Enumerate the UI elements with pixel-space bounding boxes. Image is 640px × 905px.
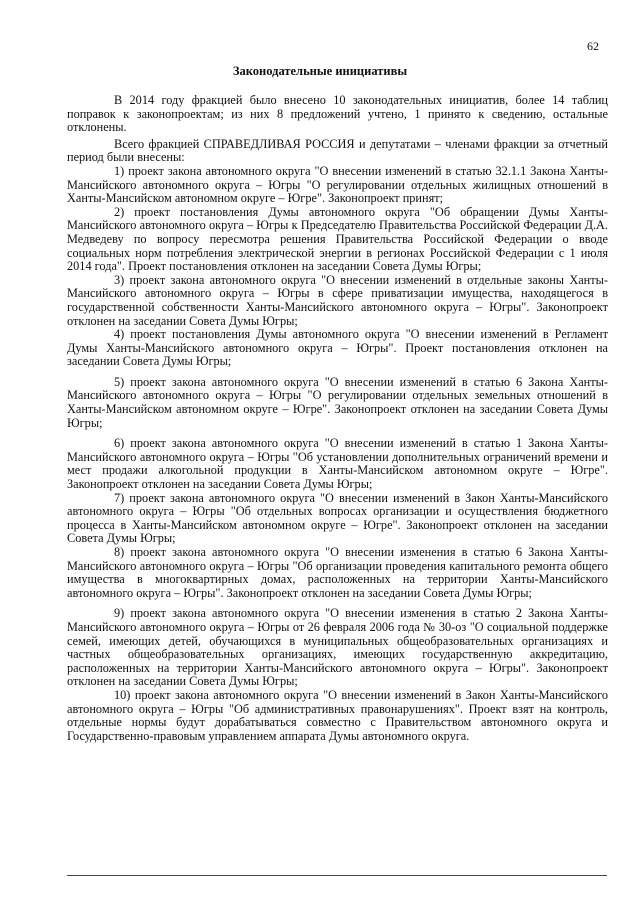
- footer-divider: [67, 875, 607, 876]
- list-item-3: 3) проект закона автономного округа "О внесении изменений в отдельные законы Ханты-Мансийского автономного округа – Югры в сфере приватизации имущества, находящегося в государственной собственности Ханты-Мансийского автономного округа – Югры". Законопроект отклонен на заседании Совета Думы Югры;: [67, 272, 608, 328]
- page-number: 62: [587, 39, 599, 53]
- list-item-9: 9) проект закона автономного округа "О внесении изменения в статью 2 Закона Ханты-Мансийского автономного округа – Югры от 26 февраля 2006 года № 30-оз "О социальной поддержке семей, имеющих детей, обучающихся в муниципальных общеобразовательных организациях и частных общеобразовательных организациях, имеющих государственную аккредитацию, расположенных на территории Ханты-Мансийского автономного округа – Югры". Законопроект отклонен на заседании Совета Думы Югры;: [67, 606, 608, 689]
- section-title: Законодательные инициативы: [232, 64, 408, 78]
- list-item-5: 5) проект закона автономного округа "О внесении изменений в статью 6 Закона Ханты-Мансийского автономного округа – Югры "О регулировании отдельных земельных отношений в Ханты-Мансийском автономном округе – Югре". Законопроект отклонен на заседании Совета Думы Югры;: [67, 374, 608, 430]
- list-item-10: 10) проект закона автономного округа "О внесении изменений в Закон Ханты-Мансийского автономного округа – Югры "Об административных правонарушениях". Проект взят на контроль, отдельные нормы будут дорабатываться совместно с Правительством автономного округа и Государственно-правовым управлением аппарата Думы автономного округа.: [67, 687, 608, 743]
- list-item-6: 6) проект закона автономного округа "О внесении изменений в статью 1 Закона Ханты-Мансийского автономного округа – Югры "Об установлении дополнительных ограничений времени и мест продажи алкогольной продукции в Ханты-Мансийском автономном округе – Югре". Законопроект отклонен на заседании Совета Думы Югры;: [67, 436, 608, 492]
- document-body: [67, 94, 608, 743]
- list-item-4: 4) проект постановления Думы автономного округа "О внесении изменений в Регламент Думы Ханты-Мансийского автономного округа – Югры". Проект постановления отклонен на заседании Совета Думы Югры;: [67, 327, 608, 369]
- list-item-7: 7) проект закона автономного округа "О внесении изменений в Закон Ханты-Мансийского автономного округа – Югры "Об отдельных вопросах организации и осуществления бюджетного процесса в Ханты-Мансийском автономном округе – Югре". Законопроект отклонен на заседании Совета Думы Югры;: [67, 490, 608, 546]
- list-item-2: 2) проект постановления Думы автономного округа "Об обращении Думы Ханты-Мансийского автономного округа – Югры к Председателю Правительства Российской Федерации Д.А. Медведеву по вопросу пересмотра решения Правительства Российской Федерации о вводе социальных норм потребления электрической энергии в регионах Российской Федерации с 1 июля 2014 года". Проект постановления отклонен на заседании Совета Думы Югры;: [67, 204, 608, 274]
- list-item-8: 8) проект закона автономного округа "О внесении изменения в статью 6 Закона Ханты-Мансийского автономного округа – Югры "Об организации проведения капитального ремонта общего имущества в многоквартирных домах, расположенных на территории Ханты-Мансийского автономного округа – Югры". Законопроект отклонен на заседании Совета Думы Югры;: [67, 545, 608, 600]
- paragraph-intro: В 2014 году фракцией было внесено 10 законодательных инициатив, более 14 таблиц поправок к законопроектам; из них 8 предложений учтено, 1 принято к сведению, остальные отклонены.: [67, 93, 608, 135]
- list-item-1: 1) проект закона автономного округа "О внесении изменений в статью 32.1.1 Закона Ханты-Мансийского автономного округа – Югры "О регулировании отдельных жилищных отношений в Ханты-Мансийском автономном округе – Югре". Законопроект принят;: [67, 163, 608, 206]
- paragraph-list-intro: Всего фракцией СПРАВЕДЛИВАЯ РОССИЯ и депутатами – членами фракции за отчетный период были внесены:: [67, 136, 608, 165]
